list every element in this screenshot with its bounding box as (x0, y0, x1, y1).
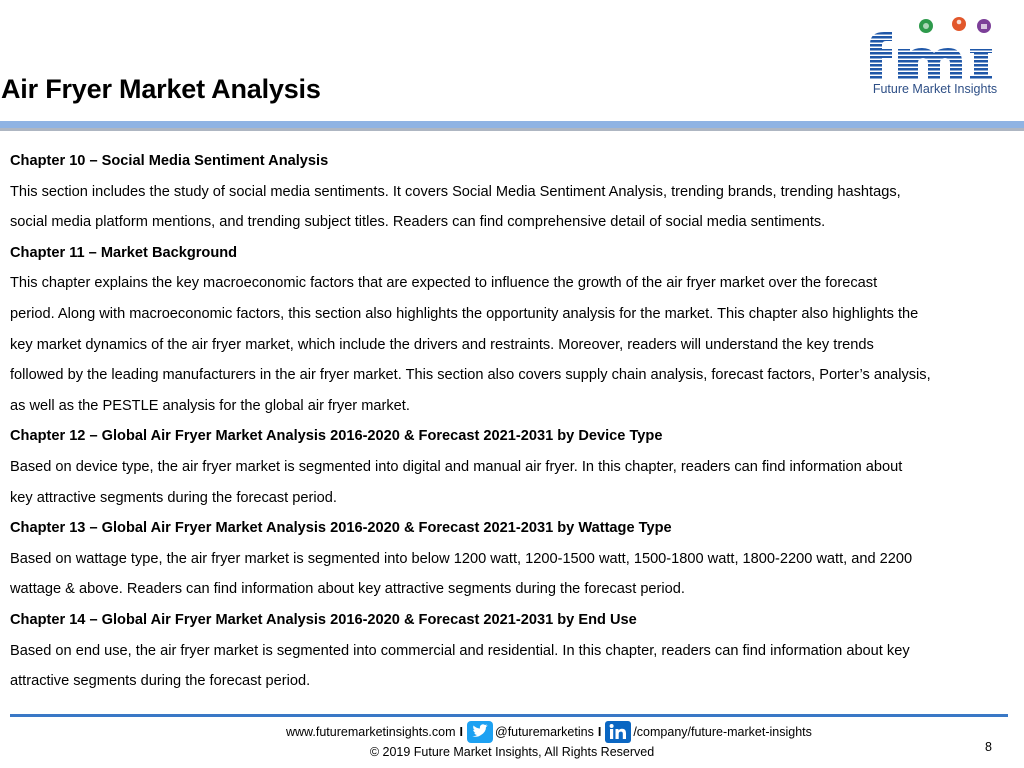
body-text-line: wattage & above. Readers can find information about key attractive segments during the forecast period. (10, 581, 685, 598)
logo-tagline: Future Market Insights (872, 82, 998, 96)
chapter-heading: Chapter 14 – Global Air Fryer Market Analysis 2016-2020 & Forecast 2021-2031 by End Use (10, 611, 637, 628)
linkedin-link[interactable]: /company/future-market-insights (633, 725, 812, 739)
body-text-line: Based on wattage type, the air fryer market is segmented into below 1200 watt, 1200-1500 watt, 1500-1800 watt, 1800-2200 watt, and 2200 (10, 550, 913, 567)
body-text-line: This section includes the study of social media sentiments. It covers Social Media Sentiment Analysis, trending brands, trending hashtags, (10, 183, 901, 200)
body-text-line: Based on device type, the air fryer market is segmented into digital and manual air fryer. In this chapter, readers can find information about (10, 458, 903, 475)
body-text-line: This chapter explains the key macroeconomic factors that are expected to influence the growth of the air fryer market over the forecast (10, 275, 878, 292)
twitter-icon[interactable] (467, 721, 493, 743)
twitter-handle[interactable]: @futuremarketins (495, 725, 594, 739)
body-text-line: period. Along with macroeconomic factors, this section also highlights the opportunity analysis for the market. This chapter also highlights the (10, 305, 919, 322)
fmi-logo-icon (862, 16, 1010, 82)
chapter-content (10, 146, 1010, 697)
chapter-heading: Chapter 11 – Market Background (10, 244, 238, 261)
header-divider (0, 121, 1024, 128)
header-divider-shadow (0, 128, 1024, 131)
body-text-line: followed by the leading manufacturers in the air fryer market. This section also covers supply chain analysis, forecast factors, Porter’s analysis, (10, 367, 931, 384)
body-text-line: Based on end use, the air fryer market is segmented into commercial and residential. In this chapter, readers can find information about key (10, 642, 910, 659)
footer-separator: I (597, 725, 602, 739)
chapter-heading: Chapter 10 – Social Media Sentiment Analysis (10, 153, 329, 169)
page-title: Air Fryer Market Analysis (1, 74, 321, 104)
website-link[interactable]: www.futuremarketinsights.com (286, 725, 456, 739)
footer-divider (10, 714, 1008, 717)
body-text-line: social media platform mentions, and trending subject titles. Readers can find comprehensive detail of social media sentiments. (10, 214, 826, 231)
linkedin-icon[interactable] (605, 721, 631, 743)
body-text-line: key attractive segments during the forecast period. (10, 489, 337, 506)
footer-links (286, 722, 812, 742)
chapter-heading: Chapter 13 – Global Air Fryer Market Analysis 2016-2020 & Forecast 2021-2031 by Wattage Type (10, 520, 672, 537)
copyright-text: © 2019 Future Market Insights, All Rights Reserved (369, 745, 655, 759)
page-number: 8 (985, 740, 992, 754)
body-text-line: key market dynamics of the air fryer market, which include the drivers and restraints. Moreover, readers will understand the key trends (10, 336, 874, 353)
body-text-line: attractive segments during the forecast period. (10, 673, 311, 690)
body-text-line: as well as the PESTLE analysis for the global air fryer market. (10, 397, 410, 414)
chapter-heading: Chapter 12 – Global Air Fryer Market Analysis 2016-2020 & Forecast 2021-2031 by Device Type (10, 428, 663, 445)
footer-separator: I (459, 725, 463, 739)
